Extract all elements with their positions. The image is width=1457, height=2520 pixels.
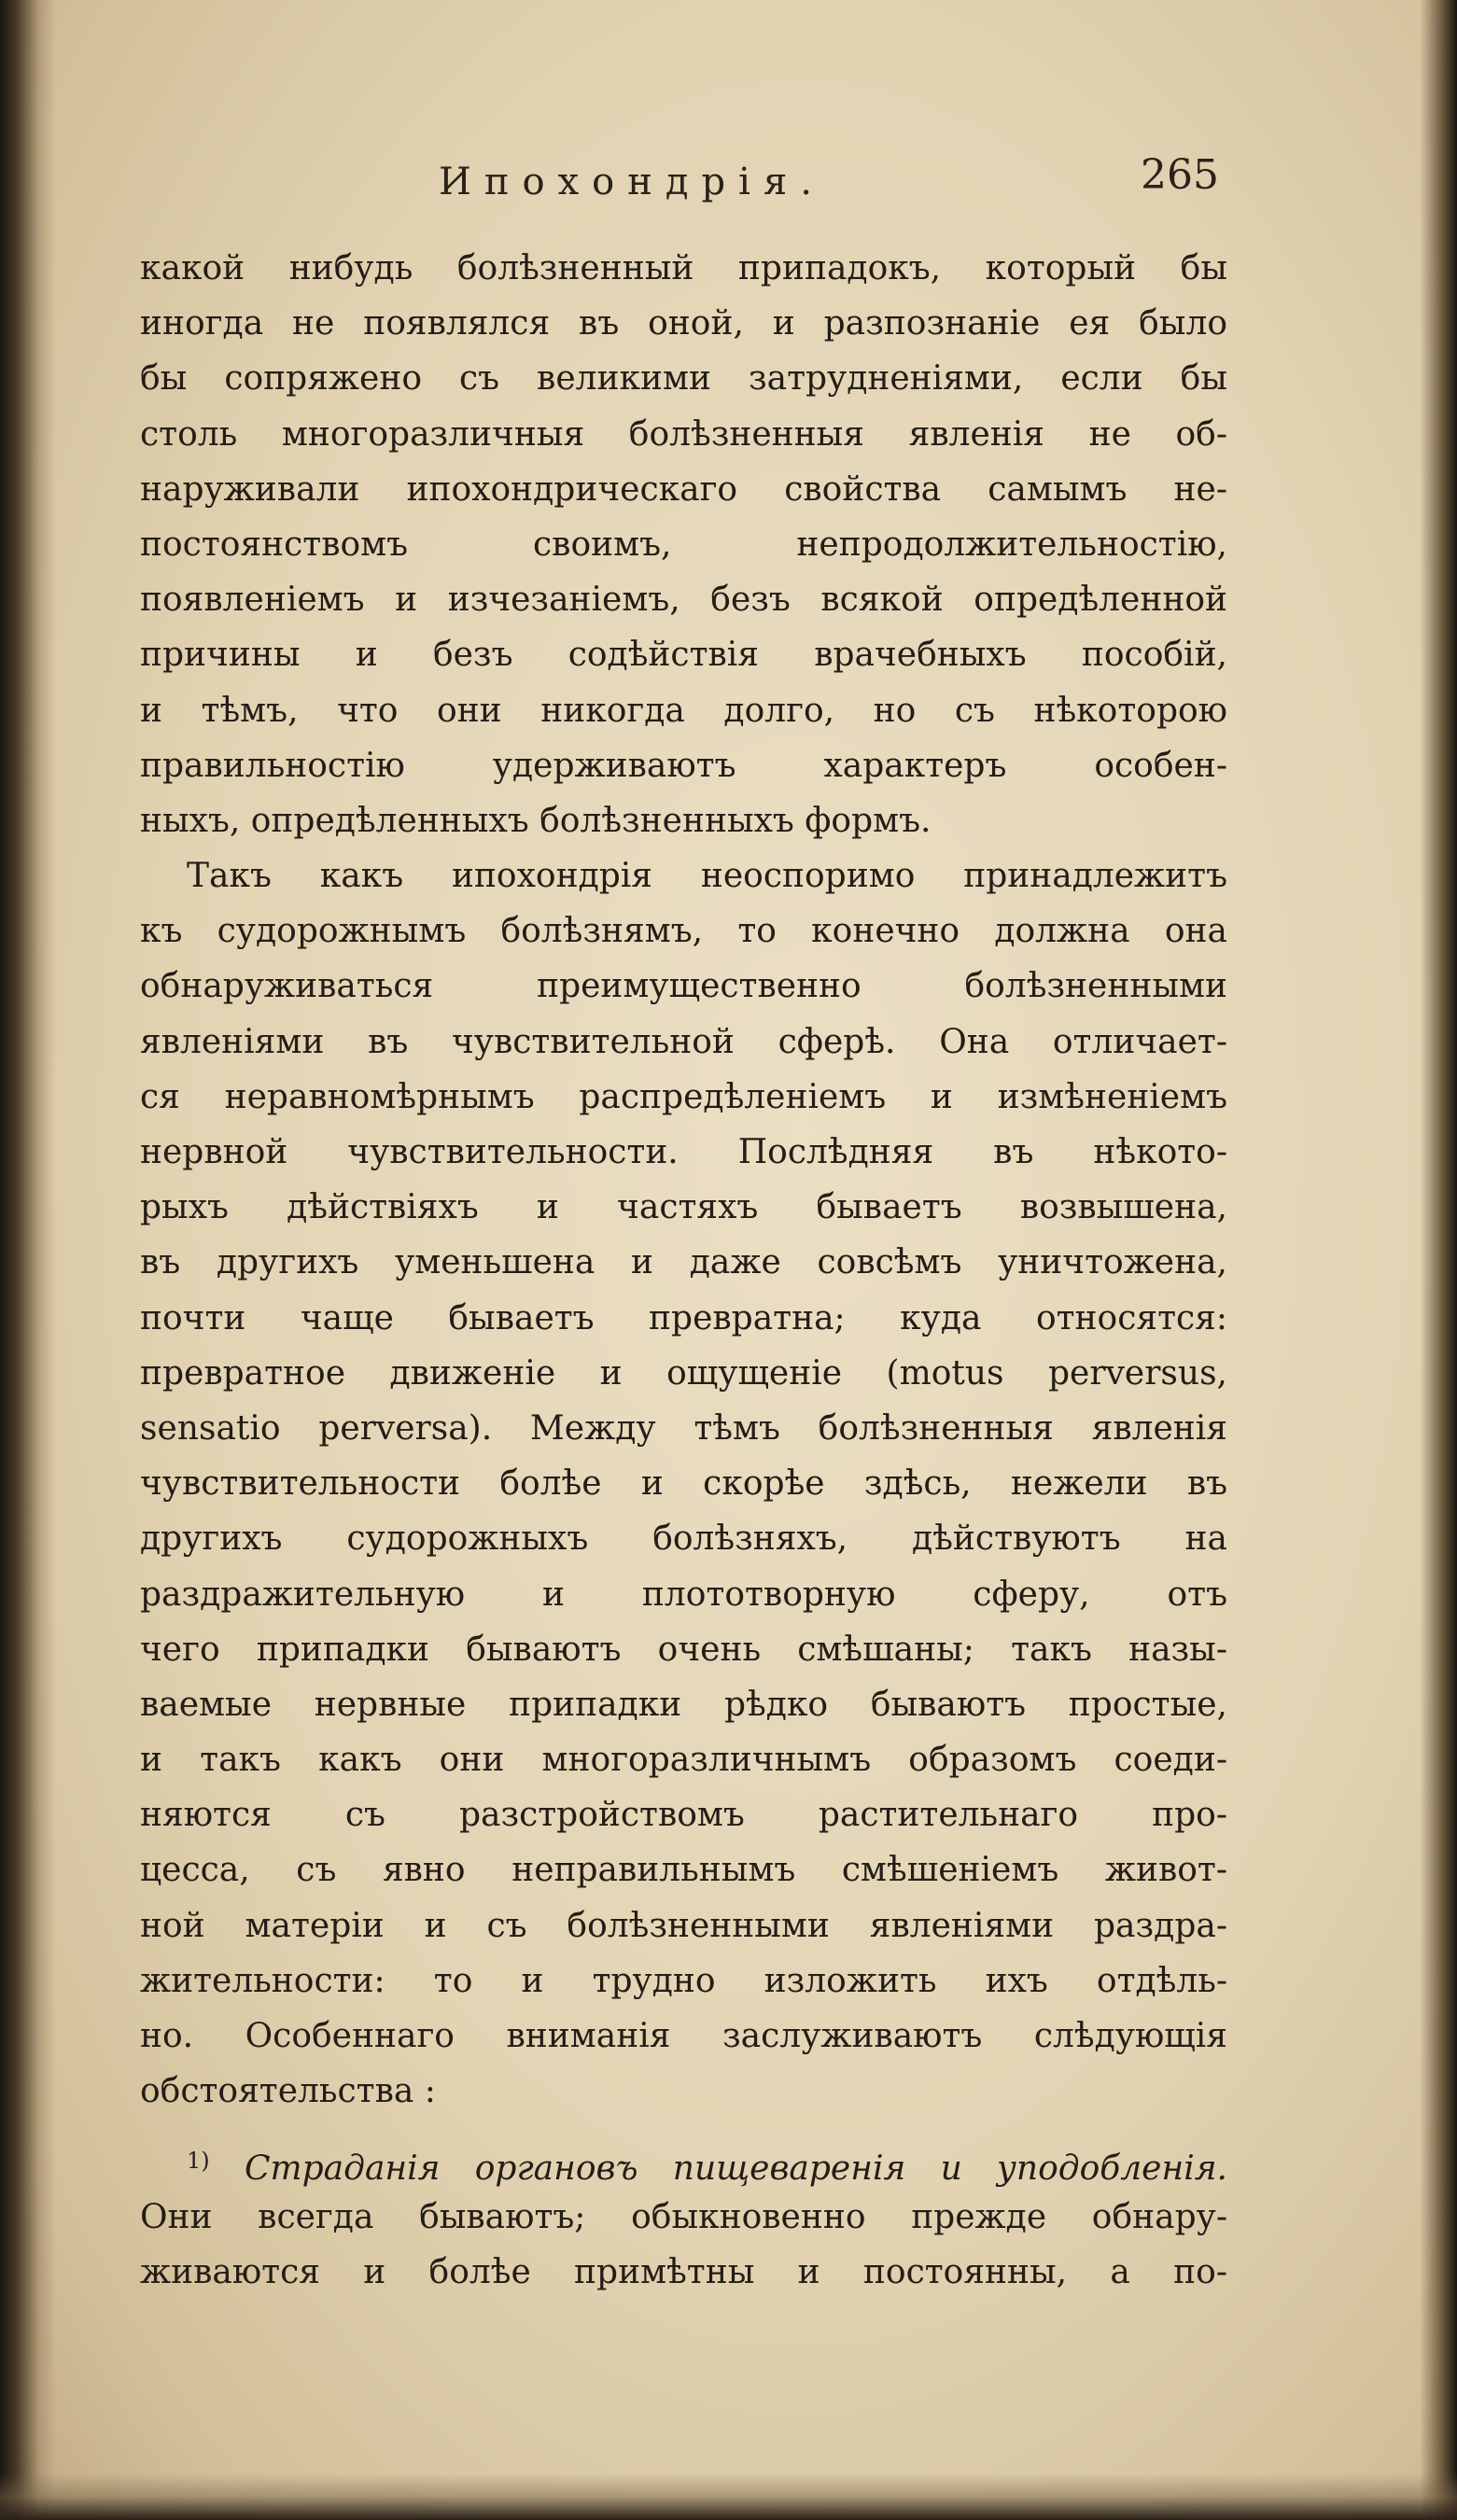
running-head: Ипохондрія. — [439, 161, 825, 203]
text-line: ной матеріи и съ болѣзненными явленіями раздра- — [140, 1906, 1227, 1945]
text-line: няются съ разстройствомъ растительнаго про- — [140, 1796, 1227, 1835]
text-line: рыхъ дѣйствіяхъ и частяхъ бываетъ возвышена, — [140, 1188, 1227, 1227]
text-line: и тѣмъ, что они никогда долго, но съ нѣкоторою — [140, 691, 1227, 730]
text-line: чувствительности болѣе и скорѣе здѣсь, нежели въ — [140, 1464, 1227, 1504]
page-edge-right — [1420, 0, 1457, 2520]
text-line: иногда не появлялся въ оной, и разпознаніе ея было — [140, 304, 1227, 343]
text-line: живаются и болѣе примѣтны и постоянны, а по- — [140, 2252, 1227, 2291]
body-text — [140, 241, 1227, 2300]
text-line: чего припадки бываютъ очень смѣшаны; такъ назы- — [140, 1630, 1227, 1669]
text-line: какой нибудь болѣзненный припадокъ, который бы — [140, 249, 1227, 287]
item-heading-line — [140, 2134, 1227, 2189]
text-line: столь многоразличныя болѣзненныя явленія не об- — [140, 414, 1227, 454]
text-line: sensatio perversa). Между тѣмъ болѣзненныя явленія — [140, 1408, 1227, 1448]
page-edge-bottom — [0, 2473, 1457, 2520]
text-line: почти чаще бываетъ превратна; куда относятся: — [140, 1298, 1227, 1337]
text-line: правильностію удерживаютъ характеръ особен- — [140, 746, 1227, 785]
text-line: жительности: то и трудно изложить ихъ отдѣль- — [140, 1961, 1227, 2000]
text-line: въ другихъ уменьшена и даже совсѣмъ уничтожена, — [140, 1243, 1227, 1282]
text-line: обстоятельства : — [140, 2072, 436, 2111]
text-line: явленіями въ чувствительной сферѣ. Она отличает- — [140, 1022, 1227, 1061]
text-line: другихъ судорожныхъ болѣзняхъ, дѣйствуютъ на — [140, 1519, 1227, 1559]
text-line: постоянствомъ своимъ, непродолжительностію, — [140, 525, 1227, 564]
item-number: 1) — [187, 2148, 210, 2175]
text-line: къ судорожнымъ болѣзнямъ, то конечно должна она — [140, 912, 1227, 951]
text-line: но. Особеннаго вниманія заслуживаютъ слѣдующія — [140, 2017, 1227, 2055]
text-line: обнаруживаться преимущественно болѣзненными — [140, 967, 1227, 1006]
text-line: Они всегда бываютъ; обыкновенно прежде обнару- — [140, 2197, 1227, 2236]
page-number: 265 — [1141, 151, 1219, 199]
paragraph-gap — [140, 2119, 1227, 2134]
text-line: цесса, съ явно неправильнымъ смѣшеніемъ живот- — [140, 1851, 1227, 1890]
paragraph-1 — [140, 241, 1227, 848]
spine-shadow — [0, 0, 56, 2520]
text-line: раздражительную и плототворную сферу, отъ — [140, 1575, 1227, 1614]
text-line: превратное движеніе и ощущеніе (motus perversus, — [140, 1353, 1227, 1393]
text-line: ваемые нервные припадки рѣдко бываютъ простые, — [140, 1685, 1227, 1724]
text-line: причины и безъ содѣйствія врачебныхъ пособій, — [140, 636, 1227, 675]
item-heading: Страданія органовъ пищеваренія и уподобленія. — [244, 2149, 1227, 2189]
text-line: ныхъ, опредѣленныхъ болѣзненныхъ формъ. — [140, 801, 932, 840]
numbered-item — [140, 2134, 1227, 2300]
text-line: наруживали ипохондрическаго свойства самымъ не- — [140, 469, 1227, 509]
paragraph-2 — [140, 848, 1227, 2119]
text-line: нервной чувствительности. Послѣдняя въ нѣкото- — [140, 1133, 1227, 1171]
text-line: бы сопряжено съ великими затрудненіями, если бы — [140, 359, 1227, 399]
text-line: появленіемъ и изчезаніемъ, безъ всякой опредѣленной — [140, 581, 1227, 620]
text-line: и такъ какъ они многоразличнымъ образомъ соеди- — [140, 1741, 1227, 1780]
text-line: Такъ какъ ипохондрія неоспоримо принадлежитъ — [187, 857, 1227, 896]
text-line: ся неравномѣрнымъ распредѣленіемъ и измѣненіемъ — [140, 1077, 1227, 1116]
